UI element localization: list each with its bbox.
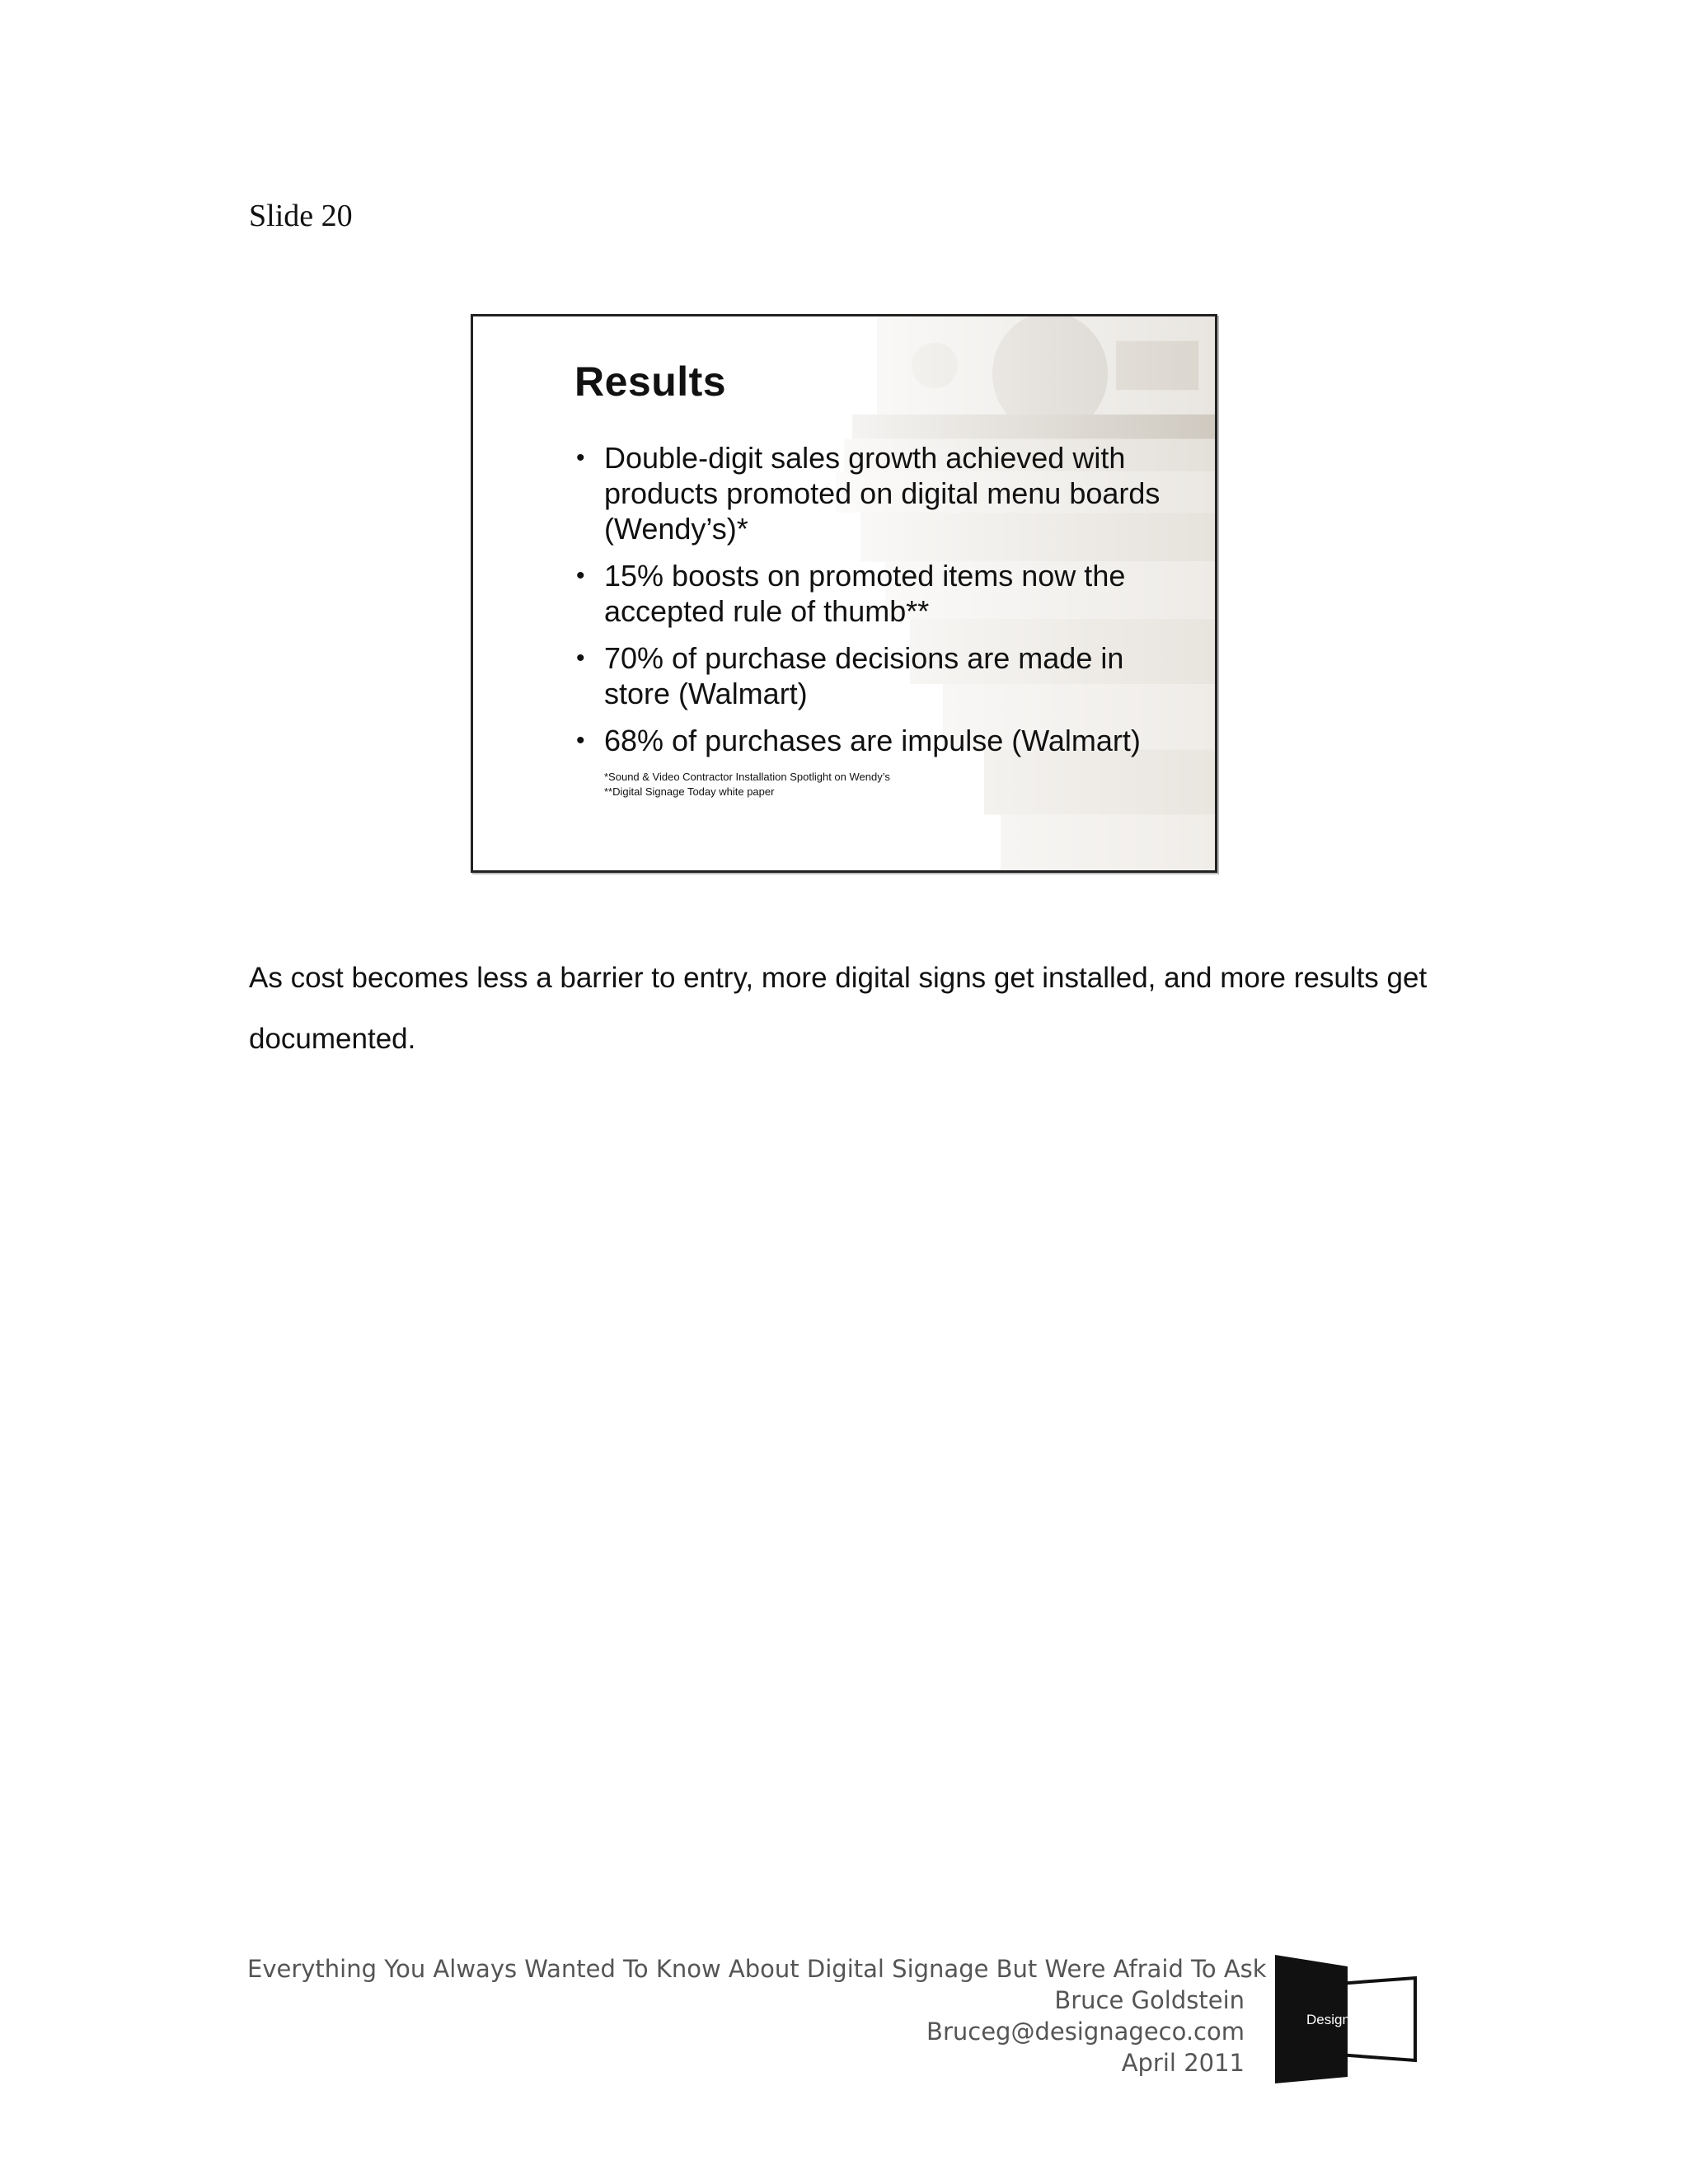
designage-logo [1273, 1953, 1422, 2085]
bullet-text: Double-digit sales growth achieved with products promoted on digital menu boards (Wendy’s)* [604, 441, 1160, 546]
list-item [574, 723, 1168, 758]
bullet-icon: • [576, 727, 585, 754]
body-paragraph: As cost becomes less a barrier to entry, more digital signs get installed, and more results get documented. [249, 962, 1428, 1055]
bullet-text: 70% of purchase decisions are made in store (Walmart) [604, 641, 1124, 710]
slide-title: Results [574, 359, 727, 405]
list-item [574, 558, 1168, 629]
page-footer [247, 1953, 1267, 2079]
footnote: *Sound & Video Contractor Installation Spotlight on Wendy’s [604, 771, 890, 783]
bullet-icon: • [576, 562, 585, 589]
footer-date: April 2011 [1121, 2049, 1245, 2077]
footer-book-title: Everything You Always Wanted To Know About Digital Signage But Were Afraid To Ask [247, 1955, 1267, 1983]
bullet-text: 15% boosts on promoted items now the accepted rule of thumb** [604, 559, 1126, 628]
bullet-icon: • [576, 444, 585, 471]
slide-label: Slide 20 [249, 199, 353, 233]
logo-text: Designage [1306, 2012, 1374, 2027]
footer-author: Bruce Goldstein [1054, 1986, 1245, 2014]
bullet-icon: • [576, 644, 585, 672]
bullet-text: 68% of purchases are impulse (Walmart) [604, 724, 1141, 757]
slide-thumbnail [471, 314, 1217, 873]
footer-email: Bruceg@designageco.com [926, 2018, 1245, 2046]
slide-footnotes [574, 770, 1168, 799]
footnote: **Digital Signage Today white paper [604, 785, 775, 798]
list-item [574, 640, 1168, 711]
bullet-list [574, 440, 1168, 758]
list-item [574, 440, 1168, 546]
